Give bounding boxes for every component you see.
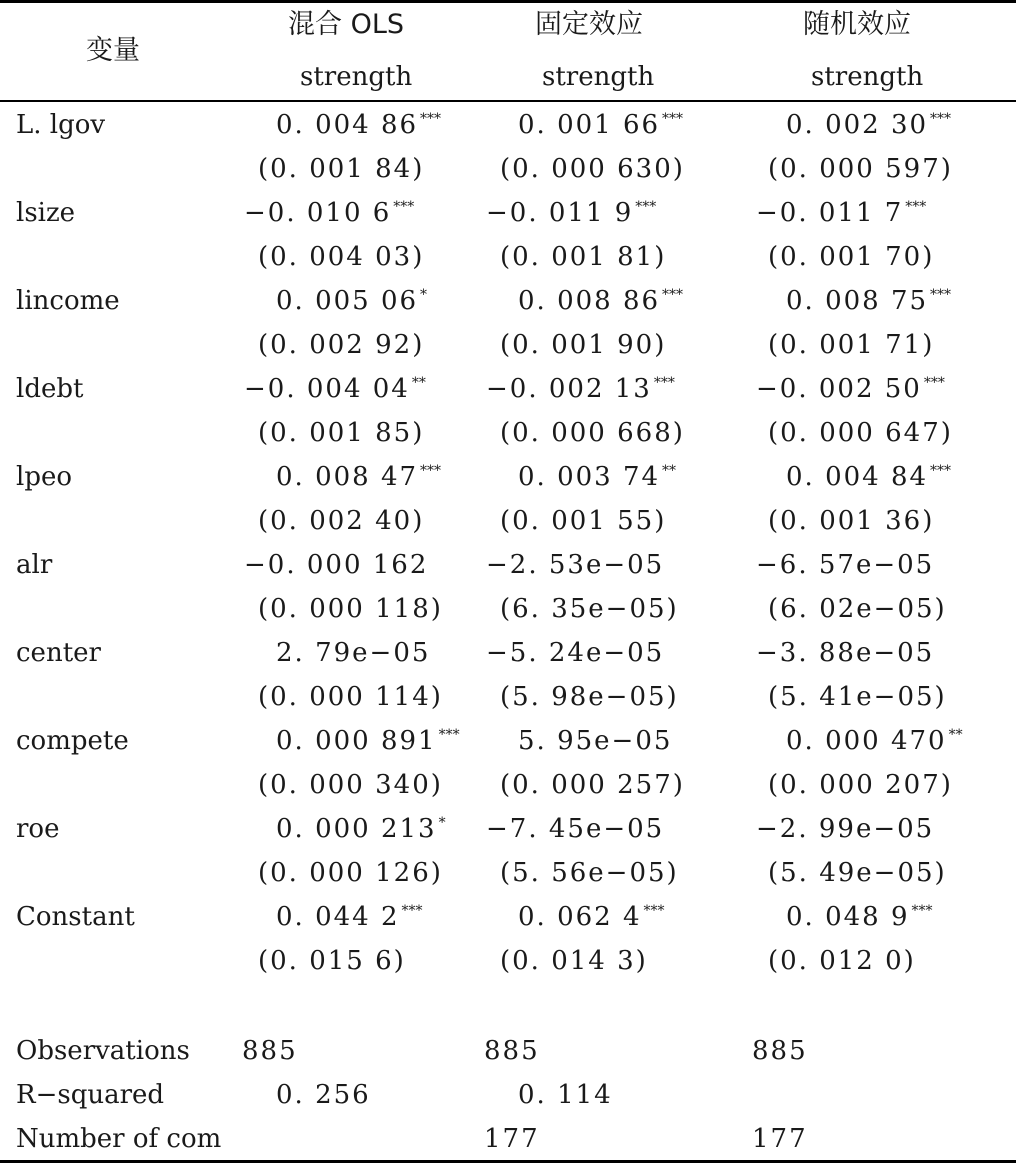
- stat-value: 177: [752, 1124, 808, 1154]
- standard-error-cell: (0. 001 84): [258, 154, 425, 184]
- standard-error-cell: (0. 000 340): [258, 770, 443, 800]
- coefficient-value: 0. 004 84: [786, 462, 929, 492]
- coefficient-cell: [756, 550, 934, 580]
- standard-error-cell: (0. 001 71): [768, 330, 935, 360]
- significance-stars: ***: [930, 463, 952, 479]
- standard-error-cell: (0. 000 597): [768, 154, 953, 184]
- coefficient-value: 0. 008 75: [786, 286, 929, 316]
- coefficient-cell: [518, 902, 665, 936]
- col2-model-header: 固定效应: [535, 9, 643, 40]
- coefficient-cell: [786, 902, 933, 936]
- significance-stars: ***: [401, 903, 423, 919]
- coefficient-value: 2. 79e−05: [276, 638, 431, 668]
- table-top-rule: [0, 0, 1016, 3]
- coefficient-cell: [518, 462, 676, 496]
- coefficient-cell: [486, 638, 664, 668]
- variable-name: Constant: [16, 902, 135, 932]
- standard-error-cell: (0. 004 03): [258, 242, 425, 272]
- standard-error-cell: (0. 000 207): [768, 770, 953, 800]
- standard-error-cell: (0. 000 114): [258, 682, 443, 712]
- stat-value: 885: [752, 1036, 808, 1066]
- coefficient-value: −5. 24e−05: [486, 638, 665, 668]
- significance-stars: ***: [911, 903, 933, 919]
- coefficient-value: 0. 008 47: [276, 462, 419, 492]
- col1-dep-header: strength: [300, 62, 413, 92]
- stat-name: Observations: [16, 1036, 190, 1066]
- coefficient-value: −3. 88e−05: [756, 638, 935, 668]
- standard-error-cell: (0. 014 3): [500, 946, 648, 976]
- standard-error-cell: (5. 41e−05): [768, 682, 947, 712]
- significance-stars: ***: [662, 287, 684, 303]
- variable-name: L. lgov: [16, 110, 106, 140]
- coefficient-cell: [244, 550, 428, 580]
- coefficient-value: 5. 95e−05: [518, 726, 673, 756]
- table-header-rule: [0, 100, 1016, 102]
- coefficient-cell: [756, 638, 934, 668]
- standard-error-cell: (0. 001 36): [768, 506, 935, 536]
- coefficient-cell: [244, 198, 414, 232]
- variable-name: ldebt: [16, 374, 84, 404]
- standard-error-cell: (0. 000 126): [258, 858, 443, 888]
- variable-name: lincome: [16, 286, 120, 316]
- coefficient-cell: [276, 638, 430, 668]
- stat-value: 885: [242, 1036, 298, 1066]
- standard-error-cell: (0. 001 70): [768, 242, 935, 272]
- standard-error-cell: (0. 001 90): [500, 330, 667, 360]
- standard-error-cell: (0. 000 118): [258, 594, 443, 624]
- coefficient-cell: [244, 374, 426, 408]
- significance-stars: ***: [438, 727, 460, 743]
- coefficient-cell: [486, 814, 664, 844]
- coefficient-value: 0. 000 891: [276, 726, 437, 756]
- significance-stars: ***: [930, 287, 952, 303]
- coefficient-value: −0. 010 6: [244, 198, 392, 228]
- standard-error-cell: (5. 49e−05): [768, 858, 947, 888]
- coefficient-cell: [756, 198, 926, 232]
- stat-value: 885: [484, 1036, 540, 1066]
- coefficient-cell: [756, 814, 934, 844]
- significance-stars: ***: [635, 199, 657, 215]
- coefficient-cell: [786, 462, 951, 496]
- coefficient-cell: [518, 286, 683, 320]
- coefficient-value: 0. 001 66: [518, 110, 661, 140]
- coefficient-cell: [756, 374, 945, 408]
- coefficient-value: −6. 57e−05: [756, 550, 935, 580]
- standard-error-cell: (0. 000 647): [768, 418, 953, 448]
- coefficient-value: −7. 45e−05: [486, 814, 665, 844]
- stat-name: R−squared: [16, 1080, 165, 1110]
- coefficient-cell: [518, 726, 672, 756]
- significance-stars: **: [948, 727, 963, 743]
- coefficient-cell: [486, 550, 664, 580]
- significance-stars: ***: [643, 903, 665, 919]
- stat-value: 0. 114: [518, 1080, 613, 1110]
- coefficient-value: −2. 53e−05: [486, 550, 665, 580]
- variable-header: 变量: [86, 35, 140, 66]
- significance-stars: ***: [420, 463, 442, 479]
- standard-error-cell: (0. 012 0): [768, 946, 916, 976]
- significance-stars: ***: [905, 199, 927, 215]
- coefficient-cell: [276, 110, 441, 144]
- significance-stars: *: [438, 815, 446, 831]
- significance-stars: **: [411, 375, 426, 391]
- coefficient-cell: [518, 110, 683, 144]
- coefficient-value: −0. 002 13: [486, 374, 652, 404]
- variable-name: alr: [16, 550, 53, 580]
- significance-stars: ***: [662, 111, 684, 127]
- significance-stars: ***: [653, 375, 675, 391]
- significance-stars: **: [662, 463, 677, 479]
- col3-dep-header: strength: [811, 62, 924, 92]
- coefficient-value: −0. 011 7: [756, 198, 904, 228]
- coefficient-value: 0. 004 86: [276, 110, 419, 140]
- standard-error-cell: (5. 56e−05): [500, 858, 679, 888]
- coefficient-value: 0. 044 2: [276, 902, 400, 932]
- variable-name: lsize: [16, 198, 76, 228]
- standard-error-cell: (5. 98e−05): [500, 682, 679, 712]
- coefficient-cell: [486, 374, 675, 408]
- variable-name: roe: [16, 814, 60, 844]
- significance-stars: ***: [923, 375, 945, 391]
- standard-error-cell: (0. 001 81): [500, 242, 667, 272]
- coefficient-value: 0. 000 470: [786, 726, 947, 756]
- coefficient-value: 0. 003 74: [518, 462, 661, 492]
- coefficient-value: −0. 000 162: [244, 550, 429, 580]
- coefficient-value: −2. 99e−05: [756, 814, 935, 844]
- coefficient-cell: [486, 198, 656, 232]
- stat-name: Number of com: [16, 1124, 222, 1154]
- col1-model-header: 混合 OLS: [288, 9, 405, 40]
- standard-error-cell: (0. 000 630): [500, 154, 685, 184]
- standard-error-cell: (6. 35e−05): [500, 594, 679, 624]
- coefficient-value: 0. 002 30: [786, 110, 929, 140]
- col2-dep-header: strength: [542, 62, 655, 92]
- standard-error-cell: (0. 015 6): [258, 946, 406, 976]
- standard-error-cell: (6. 02e−05): [768, 594, 947, 624]
- coefficient-cell: [786, 286, 951, 320]
- significance-stars: *: [420, 287, 428, 303]
- standard-error-cell: (0. 001 85): [258, 418, 425, 448]
- coefficient-cell: [276, 726, 460, 760]
- standard-error-cell: (0. 002 40): [258, 506, 425, 536]
- coefficient-value: 0. 048 9: [786, 902, 910, 932]
- standard-error-cell: (0. 002 92): [258, 330, 425, 360]
- coefficient-cell: [276, 286, 427, 320]
- coefficient-cell: [786, 110, 951, 144]
- coefficient-value: 0. 000 213: [276, 814, 437, 844]
- variable-name: compete: [16, 726, 129, 756]
- standard-error-cell: (0. 000 668): [500, 418, 685, 448]
- coefficient-value: 0. 062 4: [518, 902, 642, 932]
- significance-stars: ***: [930, 111, 952, 127]
- significance-stars: ***: [393, 199, 415, 215]
- coefficient-cell: [276, 902, 423, 936]
- coefficient-cell: [276, 814, 446, 848]
- coefficient-value: −0. 011 9: [486, 198, 634, 228]
- variable-name: center: [16, 638, 101, 668]
- variable-name: lpeo: [16, 462, 72, 492]
- coefficient-cell: [276, 462, 441, 496]
- coefficient-value: −0. 004 04: [244, 374, 410, 404]
- coefficient-cell: [786, 726, 963, 760]
- significance-stars: ***: [420, 111, 442, 127]
- col3-model-header: 随机效应: [803, 9, 911, 40]
- stat-value: 177: [484, 1124, 540, 1154]
- standard-error-cell: (0. 000 257): [500, 770, 685, 800]
- coefficient-value: −0. 002 50: [756, 374, 922, 404]
- standard-error-cell: (0. 001 55): [500, 506, 667, 536]
- table-bottom-rule: [0, 1160, 1016, 1163]
- stat-value: 0. 256: [276, 1080, 371, 1110]
- coefficient-value: 0. 008 86: [518, 286, 661, 316]
- coefficient-value: 0. 005 06: [276, 286, 419, 316]
